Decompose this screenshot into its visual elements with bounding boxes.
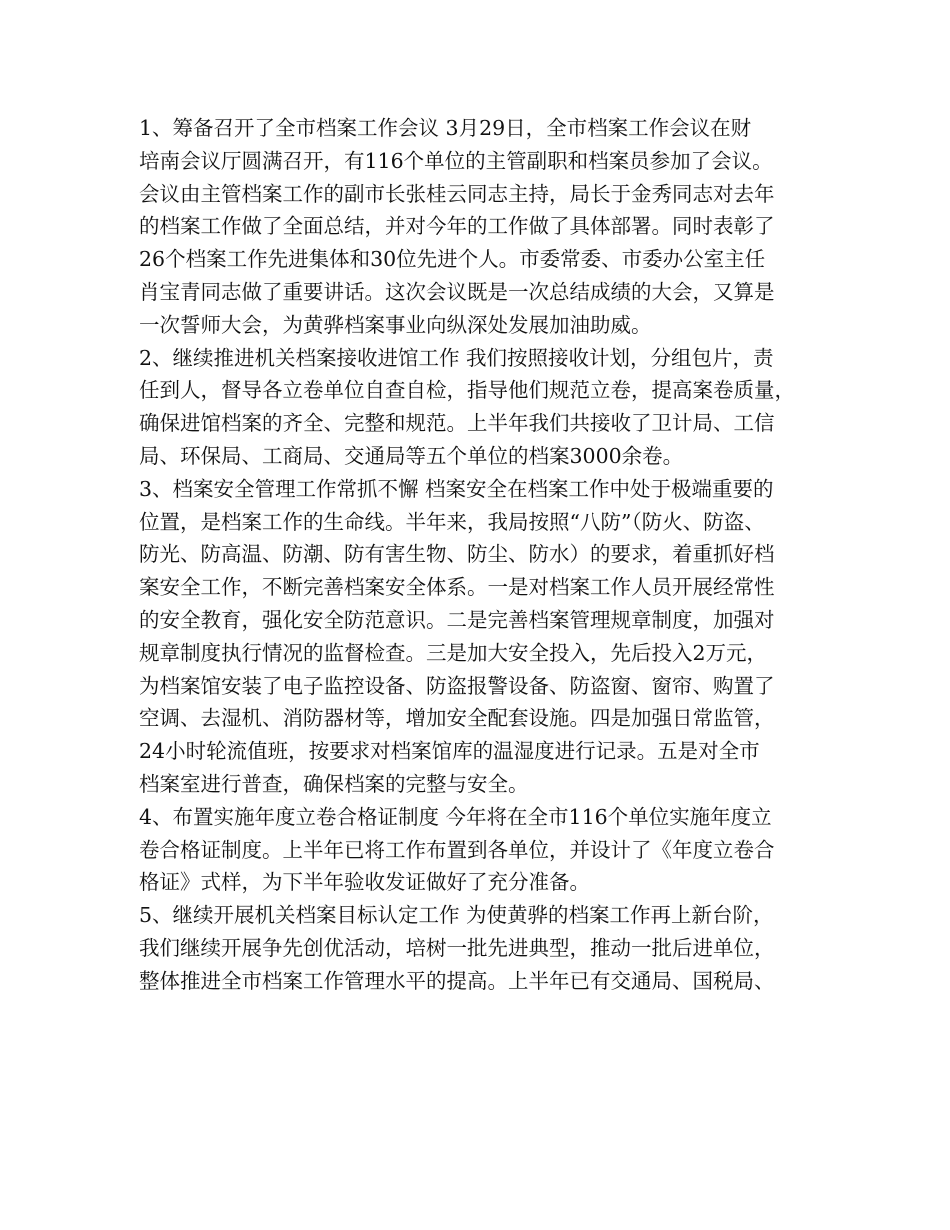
text-line: 3、档案安全管理工作常抓不懈 档案安全在档案工作中处于极端重要的	[139, 476, 774, 501]
text-line: 确保进馆档案的齐全、完整和规范。上半年我们共接收了卫计局、工信	[139, 411, 775, 436]
text-line: 格证》式样，为下半年验收发证做好了充分准备。	[139, 870, 590, 895]
body-text	[139, 112, 819, 998]
text-line: 卷合格证制度。上半年已将工作布置到各单位，并设计了《年度立卷合	[139, 837, 775, 862]
text-line: 肖宝青同志做了重要讲话。这次会议既是一次总结成绩的大会，又算是	[139, 279, 775, 304]
text-line: 2、继续推进机关档案接收进馆工作 我们按照接收计划，分组包片，责	[139, 345, 774, 370]
text-line: 为档案馆安装了电子监控设备、防盗报警设备、防盗窗、窗帘、购置了	[139, 673, 775, 698]
text-line: 局、环保局、工商局、交通局等五个单位的档案3000余卷。	[139, 443, 684, 468]
text-line: 任到人，督导各立卷单位自查自检，指导他们规范立卷，提高案卷质量，	[139, 378, 795, 403]
text-line: 的档案工作做了全面总结，并对今年的工作做了具体部署。同时表彰了	[139, 214, 775, 239]
text-line: 案安全工作，不断完善档案安全体系。一是对档案工作人员开展经常性	[139, 575, 775, 600]
text-line: 整体推进全市档案工作管理水平的提高。上半年已有交通局、国税局、	[139, 968, 775, 993]
text-line: 5、继续开展机关档案目标认定工作 为使黄骅的档案工作再上新台阶，	[139, 903, 774, 928]
text-line: 档案室进行普查，确保档案的完整与安全。	[139, 771, 529, 796]
text-line: 防光、防高温、防潮、防有害生物、防尘、防水）的要求，着重抓好档	[139, 542, 775, 567]
text-line: 1、筹备召开了全市档案工作会议 3月29日，全市档案工作会议在财	[139, 116, 752, 140]
text-line: 一次誓师大会，为黄骅档案事业向纵深处发展加油助威。	[139, 312, 652, 337]
text-line: 规章制度执行情况的监督检查。三是加大安全投入，先后投入2万元，	[139, 640, 768, 665]
text-line: 会议由主管档案工作的副市长张桂云同志主持，局长于金秀同志对去年	[139, 181, 775, 206]
text-line: 我们继续开展争先创优活动，培树一批先进典型，推动一批后进单位，	[139, 935, 775, 960]
text-line: 4、布置实施年度立卷合格证制度 今年将在全市116个单位实施年度立	[139, 804, 772, 829]
text-line: 位置，是档案工作的生命线。半年来，我局按照“八防”（防火、防盗、	[139, 509, 765, 534]
text-line: 26个档案工作先进集体和30位先进个人。市委常委、市委办公室主任	[139, 247, 766, 272]
text-line: 培南会议厅圆满召开，有116个单位的主管副职和档案员参加了会议。	[139, 148, 773, 173]
text-line: 24小时轮流值班，按要求对档案馆库的温湿度进行记录。五是对全市	[139, 739, 760, 764]
text-line: 的安全教育，强化安全防范意识。二是完善档案管理规章制度，加强对	[139, 607, 775, 632]
text-line: 空调、去湿机、消防器材等，增加安全配套设施。四是加强日常监管，	[139, 706, 775, 731]
